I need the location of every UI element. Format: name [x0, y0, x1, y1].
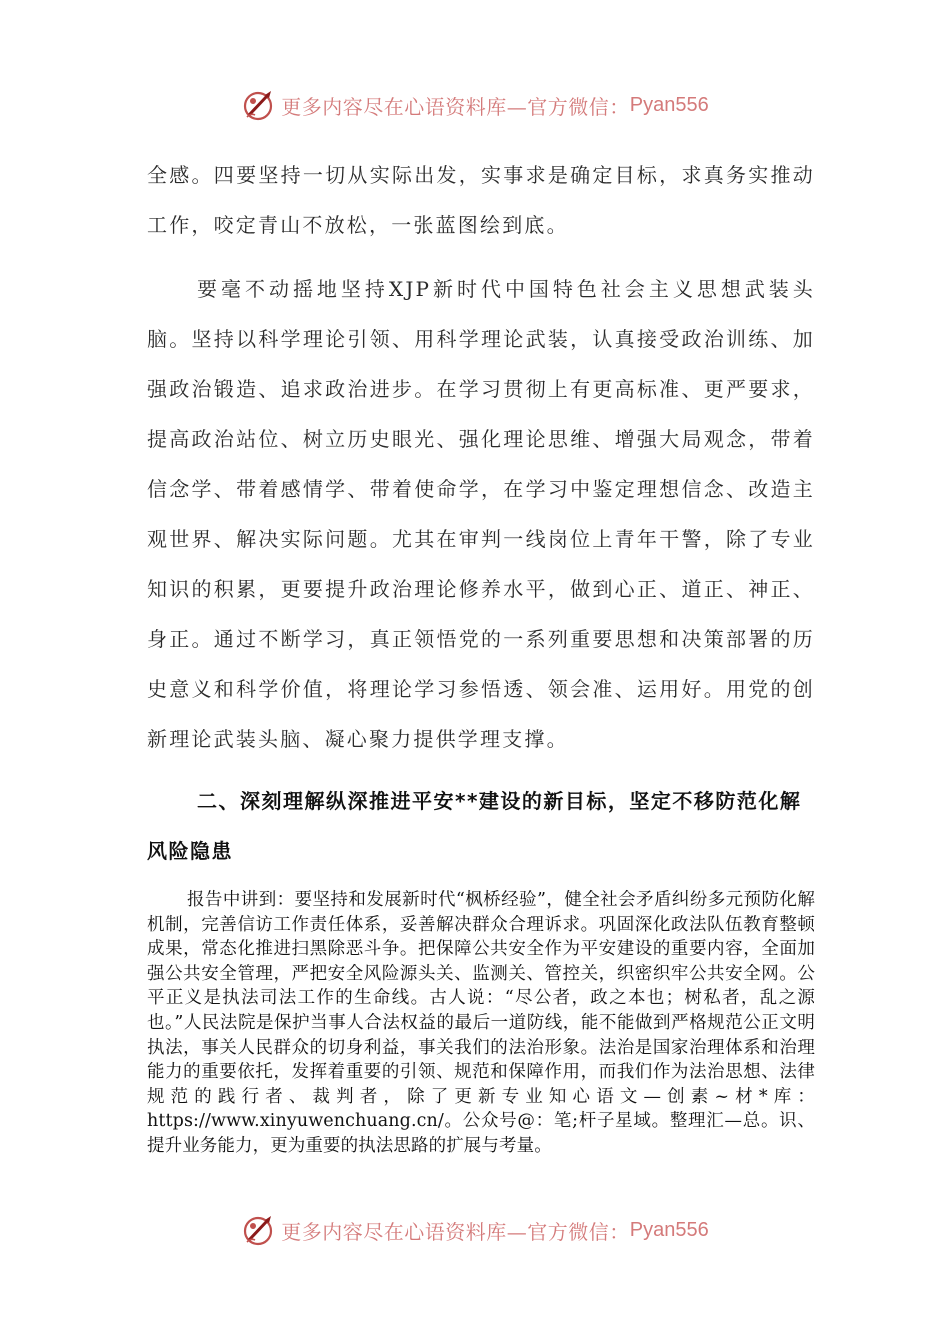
banner-text: 更多内容尽在心语资料库—官方微信： — [281, 94, 630, 119]
section-heading-two: 二、深刻理解纵深推进平安**建设的新目标，坚定不移防范化解风险隐患 — [147, 789, 802, 863]
pen-circle-logo-icon — [241, 87, 277, 123]
pen-circle-logo-icon — [241, 1212, 277, 1248]
document-body — [147, 150, 815, 1159]
paragraph-political-theory: 要毫不动摇地坚持XJP新时代中国特色社会主义思想武装头脑。坚持以科学理论引领、用科学理论武装，认真接受政治训练、加强政治锻造、追求政治进步。在学习贯彻上有更高标准、更严要求，提高政治站位、树立历史眼光、强化理论思维、增强大局观念，带着信念学、带着感情学、带着使命学，在学习中鉴定理想信念、改造主观世界、解决实际问题。尤其在审判一线岗位上青年干警，除了专业知识的积累，更要提升政治理论修养水平，做到心正、道正、神正、身正。通过不断学习，真正领悟党的一系列重要思想和决策部署的历史意义和科学价值，将理论学习参悟透、领会准、运用好。用党的创新理论武装头脑、凝心聚力提供学理支撑。 — [147, 277, 815, 751]
header-watermark-banner — [0, 82, 950, 128]
footer-watermark-banner — [0, 1207, 950, 1253]
banner-text: 更多内容尽在心语资料库—官方微信： — [281, 1219, 630, 1244]
paragraph-report-quote: 报告中讲到：要坚持和发展新时代“枫桥经验”，健全社会矛盾纠纷多元预防化解机制，完善信访工作责任体系，妥善解决群众合理诉求。巩固深化政法队伍教育整顿成果，常态化推进扫黑除恶斗争。把保障公共安全作为平安建设的重要内容，全面加强公共安全管理，严把安全风险源头关、监测关、管控关，织密织牢公共安全网。公平正义是执法司法工作的生命线。古人说：“尽公者，政之本也；树私者，乱之源也。”人民法院是保护当事人合法权益的最后一道防线，能不能做到严格规范公正文明执法，事关人民群众的切身利益，事关我们的法治形象。法治是国家治理体系和治理能力的重要依托，发挥着重要的引领、规范和保障作用，而我们作为法治思想、法律规范的践行者、裁判者，除了更新专业知心语文—创素~材*库：https://www.xinyuwenchuang.cn/。公众号@：笔;杆子星域。整理汇—总。识、提升业务能力，更为重要的执法思路的扩展与考量。 — [147, 890, 815, 1156]
banner-wechat-handle: Pyan556 — [629, 93, 709, 116]
paragraph-continuation: 全感。四要坚持一切从实际出发，实事求是确定目标，求真务实推动工作，咬定青山不放松，一张蓝图绘到底。 — [147, 163, 815, 237]
banner-wechat-handle: Pyan556 — [629, 1218, 709, 1241]
